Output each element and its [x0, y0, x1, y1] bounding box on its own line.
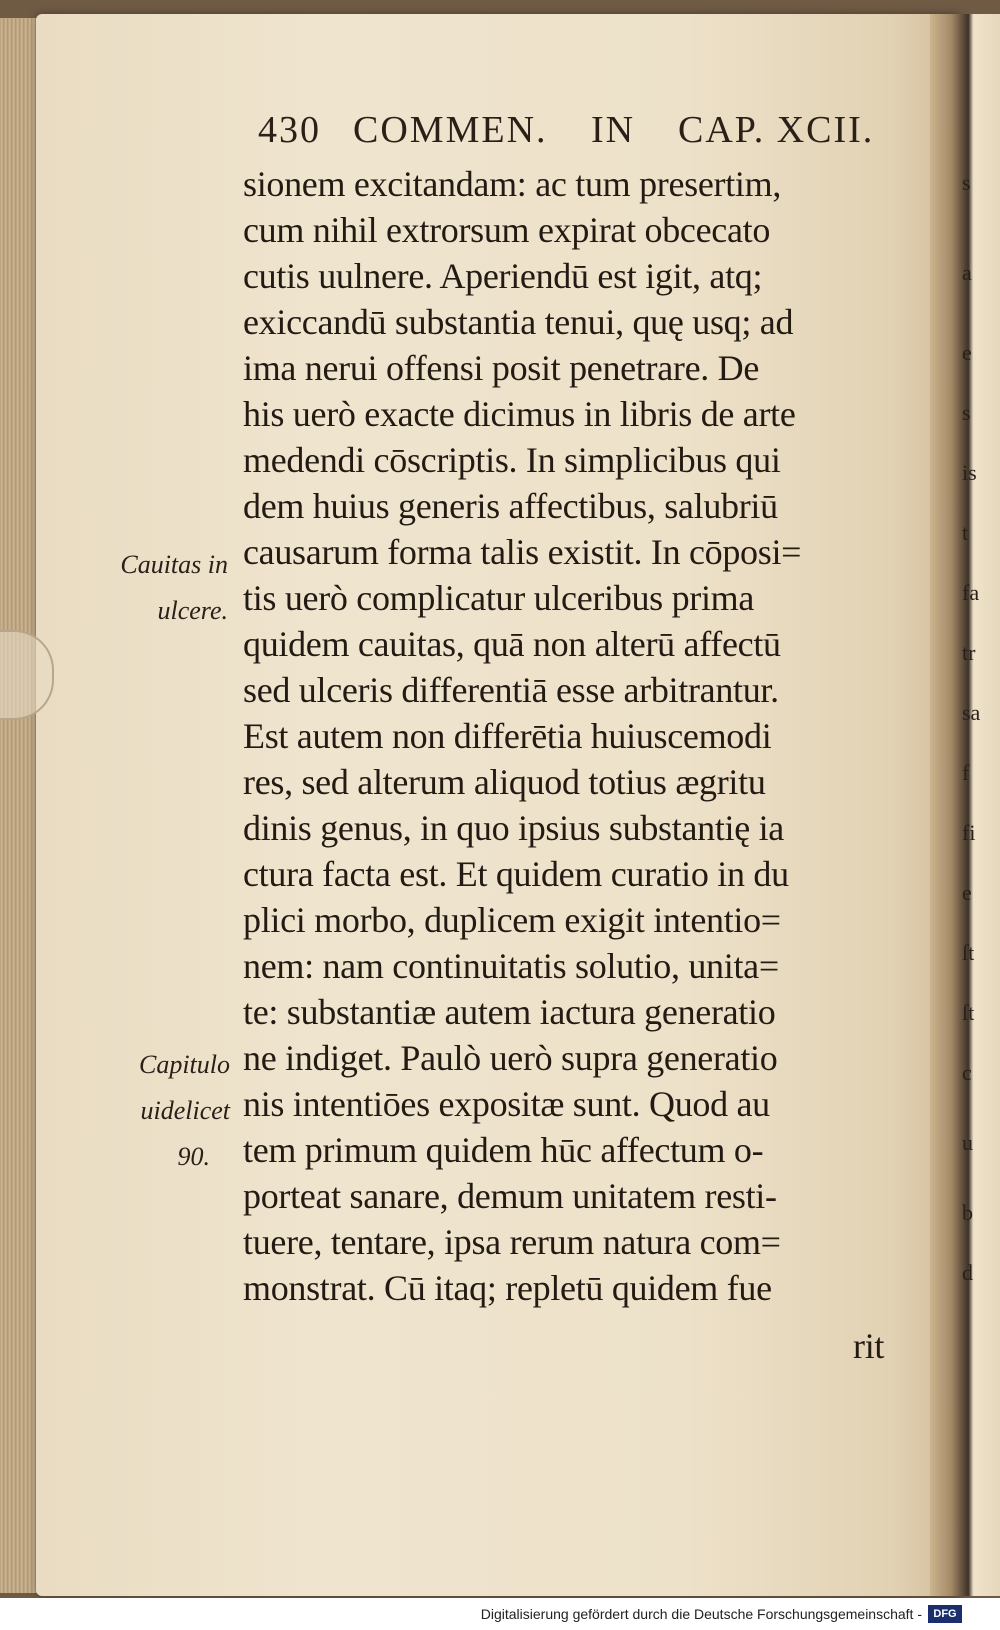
right-page-fragment: s [962, 400, 971, 425]
text-line: tem primum quidem hūc affectum o- [243, 1130, 764, 1170]
header-title-mid: IN [591, 109, 636, 151]
right-page-fragment: ſt [962, 940, 975, 965]
text-line: nis intentiōes expositæ sunt. Quod au [243, 1084, 770, 1124]
right-page-fragment: e [962, 880, 972, 905]
text-line: tis uerò complicatur ulceribus prima [243, 578, 755, 618]
text-line: tuere, tentare, ipsa rerum natura com= [243, 1222, 781, 1262]
margin-note: Cauitas in [120, 550, 228, 579]
text-line: ima nerui offensi posit penetrare. De [243, 348, 760, 388]
text-line: medendi cōscriptis. In simplicibus qui [243, 440, 781, 480]
right-page-fragment: ſt [962, 1000, 975, 1025]
text-line: ctura facta est. Et quidem curatio in du [243, 854, 789, 894]
right-page-fragment: u [962, 1130, 973, 1155]
right-page-fragment: t [962, 520, 969, 545]
margin-note: ulcere. [157, 596, 228, 625]
text-line: exiccandū substantia tenui, quę usq; ad [243, 302, 794, 342]
running-header [258, 108, 918, 156]
margin-note: Capitulo [138, 1050, 230, 1079]
text-line: porteat sanare, demum unitatem resti- [243, 1176, 777, 1216]
text-line: dinis genus, in quo ipsius substantię ia [243, 808, 784, 848]
right-page-fragment: a [962, 260, 972, 285]
margin-note: uidelicet [140, 1096, 230, 1125]
text-line: Est autem non differētia huiuscemodi [243, 716, 772, 756]
header-title-left: COMMEN. [353, 109, 548, 151]
funding-credit: Digitalisierung gefördert durch die Deutsche Forschungsgemeinschaft - [480, 1606, 922, 1622]
text-line: plici morbo, duplicem exigit intentio= [243, 900, 781, 940]
right-page-fragment: c [962, 1060, 972, 1085]
right-page-fragment: tr [962, 640, 976, 665]
right-page-fragment: d [962, 1260, 973, 1285]
text-line: te: substantiæ autem iactura generatio [243, 992, 776, 1032]
right-page-fragment: fi [962, 820, 976, 845]
text-line: cum nihil extrorsum expirat obcecato [243, 210, 771, 250]
text-line: nem: nam continuitatis solutio, unita= [243, 946, 779, 986]
text-line: his uerò exacte dicimus in libris de arte [243, 394, 796, 434]
header-title-right: CAP. XCII. [678, 109, 875, 151]
text-line: ne indiget. Paulò uerò supra generatio [243, 1038, 778, 1078]
catchword: rit [853, 1326, 885, 1366]
text-line: sionem excitandam: ac tum presertim, [243, 164, 782, 204]
text-line: quidem cauitas, quā non alterū affectū [243, 624, 781, 664]
text-line: sed ulceris differentiā esse arbitrantur. [243, 670, 779, 710]
footer-bar [0, 1598, 1000, 1630]
dfg-logo: DFG [928, 1605, 962, 1623]
right-page-fragment: sa [962, 700, 981, 725]
right-page-fragment: s [962, 170, 971, 195]
text-line: dem huius generis affectibus, salubriū [243, 486, 778, 526]
text-line: cutis uulnere. Aperiendū est igit, atq; [243, 256, 763, 296]
right-page-fragment: b [962, 1200, 973, 1225]
text-line: res, sed alterum aliquod totius ægritu [243, 762, 766, 802]
book-gutter [930, 14, 1000, 1596]
page-number: 430 [258, 109, 321, 151]
margin-note: 90. [177, 1142, 210, 1171]
right-page-fragment: fa [962, 580, 980, 605]
right-page-fragment: e [962, 340, 972, 365]
text-line: monstrat. Cū itaq; repletū quidem fue [243, 1268, 772, 1308]
right-page-fragment: is [962, 460, 977, 485]
right-page-fragment: f [962, 760, 970, 785]
text-line: causarum forma talis existit. In cōposi= [243, 532, 802, 572]
